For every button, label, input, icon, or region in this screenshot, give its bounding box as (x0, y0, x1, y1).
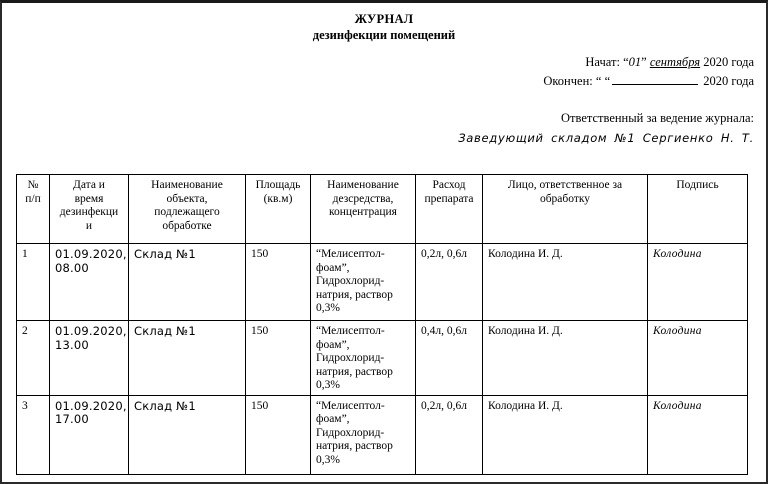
cell-object: Склад №1 (129, 321, 246, 396)
quote-open-finished: “ (595, 74, 602, 88)
quote-open-started: “ (623, 55, 629, 69)
cell-person: Колодина И. Д. (483, 395, 648, 474)
column-header-agent-line3: концентрация (329, 206, 397, 218)
responsible-name: Заведующий складом №1 Сергиенко Н. Т. (458, 131, 754, 145)
cell-number: 1 (17, 244, 50, 321)
finished-date-blank[interactable] (612, 73, 698, 85)
column-header-agent-line2: дезсредства, (332, 192, 394, 205)
cell-consumption: 0,2л, 0,6л (416, 395, 483, 474)
cell-person: Колодина И. Д. (483, 244, 648, 321)
table-header-row (17, 175, 748, 244)
responsible-block (2, 108, 766, 148)
column-header-datetime-line4: и (85, 219, 93, 232)
cell-agent: “Мелисептол-фоам”, Гидрохлорид-натрия, раствор 0,3% (311, 244, 416, 321)
column-header-datetime-line2: время (74, 192, 104, 205)
cell-agent: “Мелисептол-фоам”, Гидрохлорид-натрия, раствор 0,3% (311, 321, 416, 396)
column-header-number-line1: № (27, 179, 39, 191)
column-header-datetime (50, 175, 129, 244)
column-header-object (129, 175, 246, 244)
cell-agent: “Мелисептол-фоам”, Гидрохлорид-натрия, раствор 0,3% (311, 395, 416, 474)
column-header-datetime-line3: дезинфекци (59, 206, 119, 218)
cell-signature: Колодина (648, 395, 748, 474)
table-row (17, 321, 748, 396)
cell-signature: Колодина (648, 321, 748, 396)
journal-table-wrapper (16, 174, 747, 475)
column-header-object-line2: объекта, (166, 192, 208, 205)
started-line (2, 53, 754, 72)
started-year: 2020 года (703, 55, 754, 69)
column-header-consumption-line2: препарата (424, 192, 474, 205)
column-header-object-line1: Наименование (151, 179, 223, 191)
cell-datetime: 01.09.2020, 08.00 (50, 244, 129, 321)
cell-datetime: 01.09.2020, 17.00 (50, 395, 129, 474)
table-row (17, 244, 748, 321)
journal-table (16, 174, 748, 475)
page-title: ЖУРНАЛ (354, 12, 414, 26)
column-header-person-line2: обработку (539, 192, 591, 205)
page-subtitle: дезинфекции помещений (312, 28, 456, 42)
cell-consumption: 0,2л, 0,6л (416, 244, 483, 321)
cell-object: Склад №1 (129, 395, 246, 474)
quote-close-started: ” (641, 55, 647, 69)
finished-year: 2020 года (703, 74, 754, 88)
responsible-label: Ответственный за ведение журнала: (561, 111, 754, 125)
started-month: сентября (649, 55, 701, 69)
column-header-object-line3: подлежащего (154, 206, 220, 218)
column-header-number-line2: п/п (25, 192, 41, 205)
document-title-block (2, 3, 766, 43)
column-header-area (246, 175, 311, 244)
column-header-number (17, 175, 50, 244)
column-header-person-line1: Лицо, ответственное за (507, 179, 623, 191)
column-header-agent (311, 175, 416, 244)
cell-object: Склад №1 (129, 244, 246, 321)
column-header-signature (648, 175, 748, 244)
column-header-consumption (416, 175, 483, 244)
finished-line (2, 72, 754, 91)
cell-person: Колодина И. Д. (483, 321, 648, 396)
cell-datetime: 01.09.2020, 13.00 (50, 321, 129, 396)
column-header-agent-line1: Наименование (327, 179, 399, 191)
column-header-object-line4: обработке (162, 219, 212, 232)
column-header-area-line1: Площадь (255, 179, 301, 191)
quote-close-finished: “ (604, 74, 611, 88)
started-label: Начат: (585, 55, 620, 69)
table-row (17, 395, 748, 474)
cell-area: 150 (246, 321, 311, 396)
document-body (2, 3, 766, 482)
column-header-area-line2: (кв.м) (263, 192, 293, 205)
column-header-consumption-line1: Расход (432, 179, 466, 191)
cell-area: 150 (246, 395, 311, 474)
started-day: 01 (628, 55, 642, 69)
cell-area: 150 (246, 244, 311, 321)
finished-label: Окончен: (543, 74, 593, 88)
cell-number: 2 (17, 321, 50, 396)
cell-number: 3 (17, 395, 50, 474)
column-header-person (483, 175, 648, 244)
cell-consumption: 0,4л, 0,6л (416, 321, 483, 396)
journal-dates-block (2, 53, 766, 91)
column-header-signature-line1: Подпись (676, 179, 719, 191)
cell-signature: Колодина (648, 244, 748, 321)
column-header-datetime-line1: Дата и (73, 179, 105, 191)
